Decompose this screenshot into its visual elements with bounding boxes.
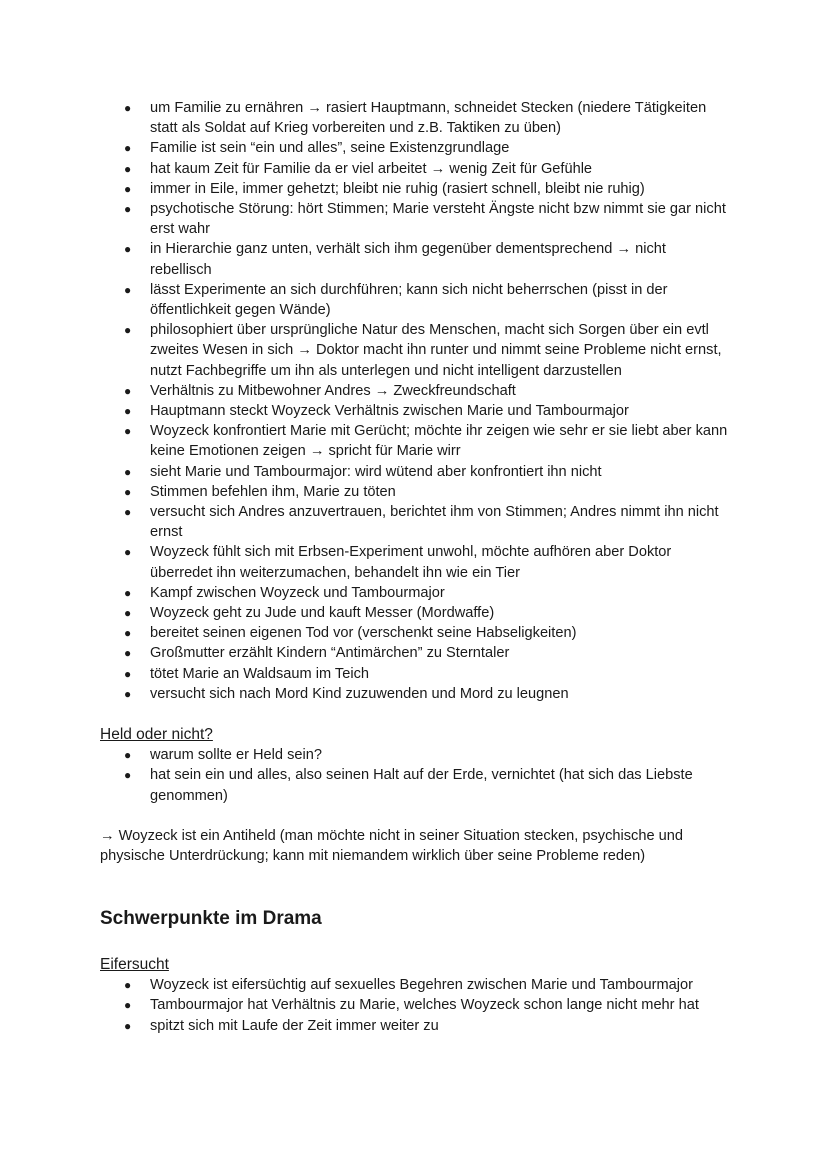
bullet-icon: ●	[124, 748, 132, 763]
bullet-icon: ●	[124, 424, 132, 439]
bullet-icon: ●	[124, 101, 132, 115]
list-item: ● versucht sich nach Mord Kind zuzuwenden und Mord zu leugnen	[150, 684, 728, 704]
bullet-icon: ●	[124, 505, 132, 520]
list-item: ● spitzt sich mit Laufe der Zeit immer weiter zu	[150, 1016, 728, 1036]
list-item: ● philosophiert über ursprüngliche Natur des Menschen, macht sich Sorgen über ein evtl zweites Wesen in sich → Doktor macht ihn runter und nimmt seine Probleme nicht ernst, nutzt Fachbegriffe um ihn als unterlegen und nicht intelligent darzustellen	[124, 322, 722, 379]
eifersucht-heading: Eifersucht	[100, 956, 169, 974]
bullet-icon: ●	[124, 181, 132, 196]
bullet-icon: ●	[124, 282, 132, 297]
bullet-icon: ●	[124, 998, 132, 1013]
list-item: ● Woyzeck ist eifersüchtig auf sexuelles Begehren zwischen Marie und Tambourmajor	[150, 975, 728, 995]
list-item: ● Woyzeck konfrontiert Marie mit Gerücht; möchte ihr zeigen wie sehr er sie liebt aber kann keine Emotionen zeigen → spricht für Marie wirr	[124, 423, 728, 460]
list-item: ● Stimmen befehlen ihm, Marie zu töten	[150, 482, 728, 502]
list-item: ● tötet Marie an Waldsaum im Teich	[150, 664, 728, 684]
bullet-icon: ●	[124, 202, 132, 217]
list-item: ● versucht sich Andres anzuvertrauen, berichtet ihm von Stimmen; Andres nimmt ihn nicht ernst	[124, 504, 719, 541]
list-item: ● Familie ist sein “ein und alles”, seine Existenzgrundlage	[150, 138, 728, 158]
list-item: ● lässt Experimente an sich durchführen; kann sich nicht beherrschen (pisst in der öffentlichkeit gegen Wände)	[124, 281, 668, 319]
list-item: ● hat sein ein und alles, also seinen Halt auf der Erde, vernichtet (hat sich das Liebste genommen)	[124, 767, 693, 804]
section-title: Schwerpunkte im Drama	[100, 908, 322, 930]
held-heading: Held oder nicht?	[100, 726, 213, 744]
bullet-icon: ●	[124, 646, 132, 661]
eifersucht-bullet-list	[100, 975, 728, 1036]
list-item: ● immer in Eile, immer gehetzt; bleibt nie ruhig (rasiert schnell, bleibt nie ruhig)	[150, 179, 728, 199]
held-bullet-list	[100, 745, 728, 806]
bullet-icon: ●	[124, 686, 132, 701]
bullet-icon: ●	[124, 626, 132, 641]
list-item: ● in Hierarchie ganz unten, verhält sich ihm gegenüber dementsprechend → nicht rebellisch	[124, 241, 666, 278]
bullet-icon: ●	[124, 606, 132, 621]
bullet-icon: ●	[124, 545, 132, 560]
bullet-icon: ●	[124, 383, 132, 398]
list-item: ● Hauptmann steckt Woyzeck Verhältnis zwischen Marie und Tambourmajor	[150, 401, 728, 421]
bullet-icon: ●	[124, 404, 132, 419]
bullet-icon: ●	[124, 161, 132, 176]
list-item: ● Woyzeck fühlt sich mit Erbsen-Experiment unwohl, möchte aufhören aber Doktor überredet ihn weiterzumachen, behandelt ihn wie ein Tier	[124, 544, 672, 581]
bullet-icon: ●	[124, 978, 132, 993]
list-item: ● psychotische Störung: hört Stimmen; Marie versteht Ängste nicht bzw nimmt sie gar nicht erst wahr	[124, 201, 726, 238]
list-item: ● Großmutter erzählt Kindern “Antimärchen” zu Sterntaler	[150, 643, 728, 663]
bullet-icon: ●	[124, 666, 132, 681]
list-item: ● um Familie zu ernähren → rasiert Hauptmann, schneidet Stecken (niedere Tätigkeiten statt als Soldat auf Krieg vorbereiten und z.B. Taktiken zu üben)	[124, 100, 707, 137]
bullet-icon: ●	[124, 585, 132, 600]
bullet-icon: ●	[124, 1018, 132, 1033]
list-item: ● Verhältnis zu Mitbewohner Andres → Zweckfreundschaft	[150, 381, 728, 401]
character-bullet-list	[100, 98, 728, 704]
bullet-icon: ●	[124, 768, 132, 783]
list-item: ● Woyzeck geht zu Jude und kauft Messer (Mordwaffe)	[150, 603, 728, 623]
list-item: ● Kampf zwischen Woyzeck und Tambourmajor	[150, 583, 728, 603]
bullet-icon: ●	[124, 464, 132, 479]
bullet-icon: ●	[124, 484, 132, 499]
list-item: ● warum sollte er Held sein?	[150, 745, 728, 765]
list-item: ● bereitet seinen eigenen Tod vor (verschenkt seine Habseligkeiten)	[150, 623, 728, 643]
bullet-icon: ●	[124, 242, 132, 257]
list-item: ● sieht Marie und Tambourmajor: wird wütend aber konfrontiert ihn nicht	[150, 462, 728, 482]
bullet-icon: ●	[124, 323, 132, 338]
list-item: ● hat kaum Zeit für Familie da er viel arbeitet → wenig Zeit für Gefühle	[150, 159, 728, 179]
antiheld-conclusion: → Woyzeck ist ein Antiheld (man möchte nicht in seiner Situation stecken, psychische und physische Unterdrückung; kann mit niemandem wirklich über seine Probleme reden)	[100, 827, 683, 864]
list-item: ● Tambourmajor hat Verhältnis zu Marie, welches Woyzeck schon lange nicht mehr hat	[150, 995, 728, 1015]
bullet-icon: ●	[124, 141, 132, 156]
